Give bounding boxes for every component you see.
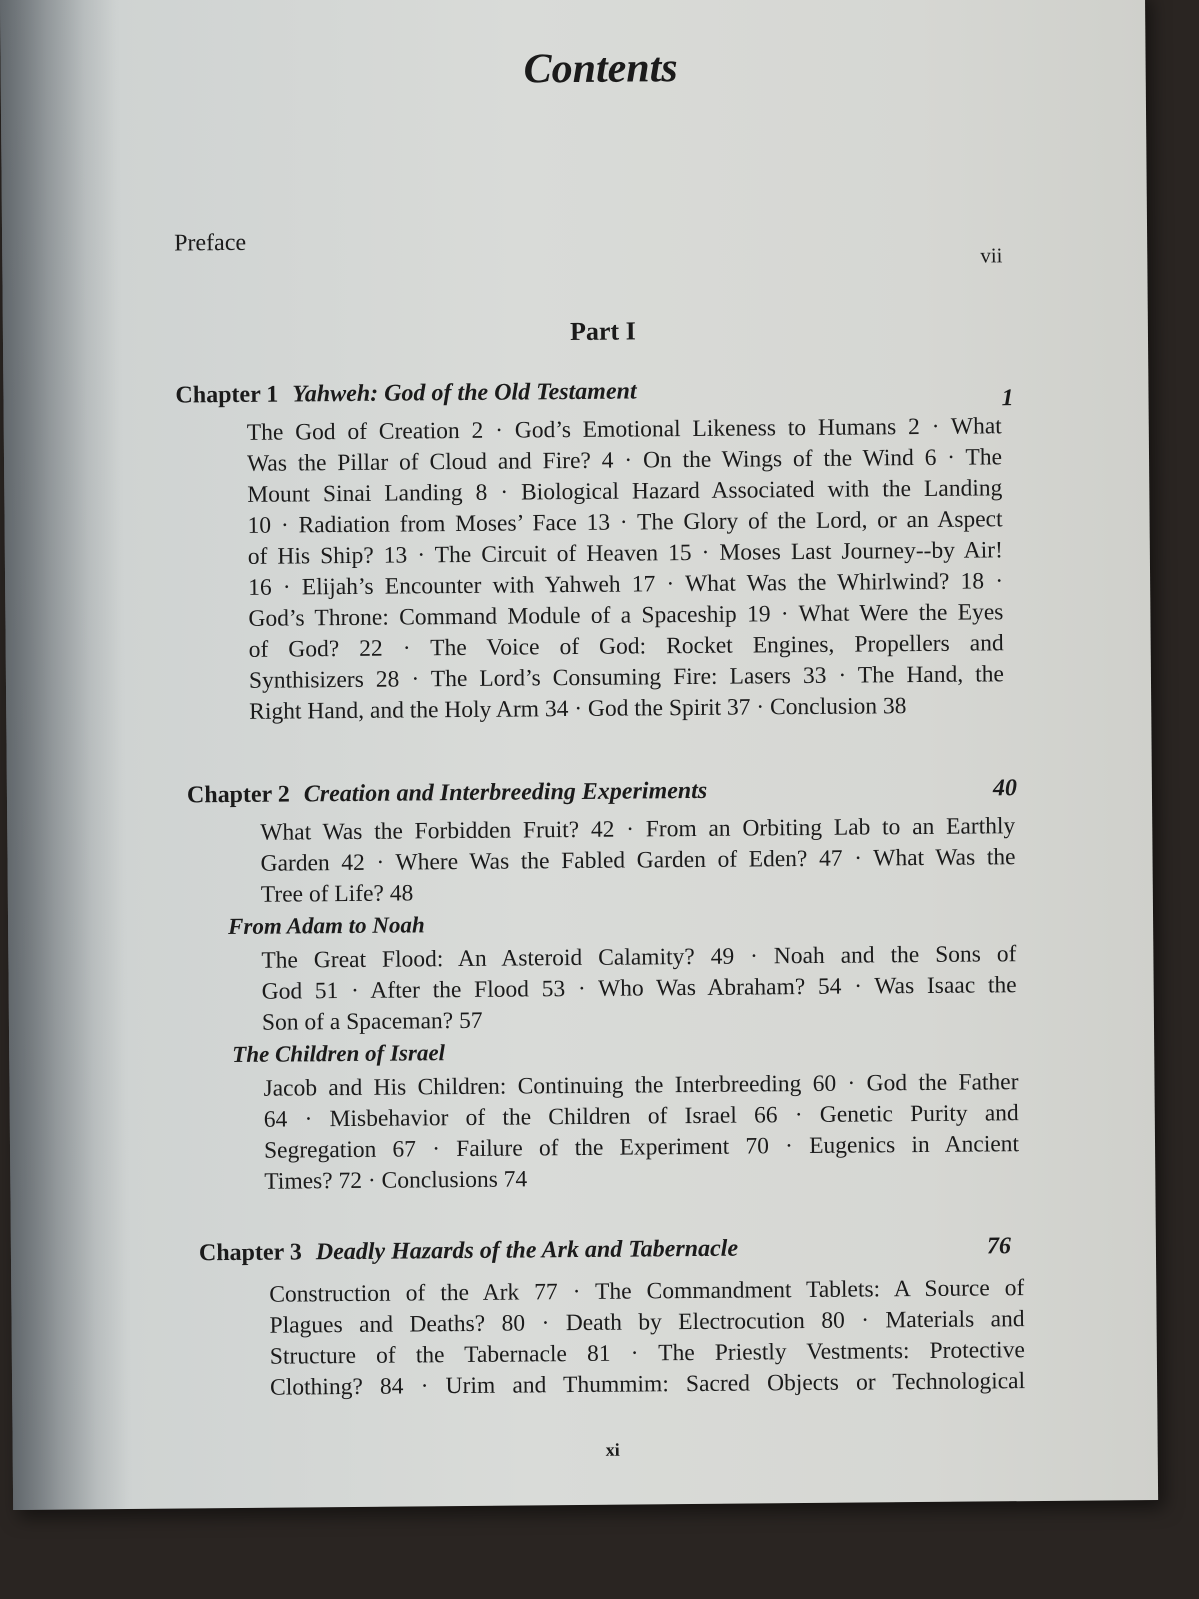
entry-line: What Was the Forbidden Fruit? 42 · From an Orbiting Lab to an Earthly bbox=[260, 813, 1016, 846]
entry-line: of God? 22 · The Voice of God: Rocket Engines, Propellers and bbox=[248, 630, 1004, 663]
entry-line: Garden 42 · Where Was the Fabled Garden of Eden? 47 · What Was the bbox=[260, 844, 1016, 877]
preface-label: Preface bbox=[174, 229, 247, 257]
entry-line: Construction of the Ark 77 · The Commandment Tablets: A Source of bbox=[269, 1275, 1025, 1308]
entry-line: God 51 · After the Flood 53 · Who Was Abraham? 54 · Was Isaac the bbox=[261, 972, 1017, 1005]
chapter-1-page: 1 bbox=[1001, 385, 1014, 412]
chapter-3-heading bbox=[199, 1236, 738, 1268]
section-heading-children-of-israel: The Children of Israel bbox=[232, 1040, 446, 1068]
entry-line: Clothing? 84 · Urim and Thummim: Sacred Objects or Technological bbox=[270, 1368, 1026, 1401]
chapter-2-label: Chapter 2 bbox=[186, 781, 290, 809]
entry-line: 16 · Elijah’s Encounter with Yahweh 17 · What Was the Whirlwind? 18 · bbox=[248, 568, 1004, 601]
page-title: Contents bbox=[523, 45, 678, 93]
chapter-1-heading bbox=[175, 378, 636, 409]
entry-line: of His Ship? 13 · The Circuit of Heaven 15 · Moses Last Journey--by Air! bbox=[247, 537, 1003, 570]
chapter-3-label: Chapter 3 bbox=[198, 1239, 302, 1267]
entry-line: Structure of the Tabernacle 81 · The Priestly Vestments: Protective bbox=[269, 1337, 1025, 1370]
chapter-2-title: Creation and Interbreeding Experiments bbox=[303, 777, 708, 808]
entry-line: Was the Pillar of Cloud and Fire? 4 · On the Wings of the Wind 6 · The bbox=[246, 444, 1003, 477]
entry-line: Tree of Life? 48 bbox=[260, 880, 414, 908]
entry-line: Mount Sinai Landing 8 · Biological Hazard Associated with the Landing bbox=[247, 475, 1003, 508]
chapter-2-page: 40 bbox=[992, 775, 1018, 802]
chapter-2-heading bbox=[187, 778, 707, 810]
entry-line: The Great Flood: An Asteroid Calamity? 49 · Noah and the Sons of bbox=[261, 941, 1017, 974]
chapter-1-label: Chapter 1 bbox=[175, 381, 279, 409]
entry-line: Plagues and Deaths? 80 · Death by Electrocution 80 · Materials and bbox=[269, 1306, 1025, 1339]
page-spine-shadow bbox=[0, 0, 133, 1510]
chapter-1-title: Yahweh: God of the Old Testament bbox=[292, 378, 637, 408]
page-number: xi bbox=[605, 1439, 620, 1460]
section-heading-adam-to-noah: From Adam to Noah bbox=[227, 912, 425, 940]
chapter-2-entries bbox=[260, 811, 1016, 911]
entry-line: Segregation 67 · Failure of the Experiment 70 · Eugenics in Ancient bbox=[263, 1131, 1020, 1164]
entry-line: The God of Creation 2 · God’s Emotional Likeness to Humans 2 · What bbox=[246, 413, 1002, 446]
chapter-3-entries bbox=[269, 1273, 1025, 1404]
part-heading: Part I bbox=[569, 316, 636, 347]
preface-page: vii bbox=[980, 243, 1003, 268]
entry-line: Synthisizers 28 · The Lord’s Consuming Fire: Lasers 33 · The Hand, the bbox=[248, 661, 1005, 694]
entry-line: 10 · Radiation from Moses’ Face 13 · The Glory of the Lord, or an Aspect bbox=[247, 506, 1003, 539]
chapter-3-title: Deadly Hazards of the Ark and Tabernacle bbox=[315, 1235, 739, 1266]
entry-line: Times? 72 · Conclusions 74 bbox=[264, 1166, 528, 1195]
chapter-1-entries bbox=[247, 411, 1005, 728]
chapter-3-page: 76 bbox=[986, 1233, 1012, 1260]
section-adam-to-noah-entries bbox=[261, 939, 1017, 1039]
entry-line: Right Hand, and the Holy Arm 34 · God the Spirit 37 · Conclusion 38 bbox=[249, 693, 907, 725]
entry-line: 64 · Misbehavior of the Children of Israel 66 · Genetic Purity and bbox=[263, 1100, 1019, 1133]
entry-line: God’s Throne: Command Module of a Spaceship 19 · What Were the Eyes bbox=[248, 599, 1004, 632]
entry-line: Son of a Spaceman? 57 bbox=[261, 1007, 483, 1036]
entry-line: Jacob and His Children: Continuing the Interbreeding 60 · God the Father bbox=[263, 1069, 1019, 1102]
section-children-of-israel-entries bbox=[263, 1067, 1019, 1198]
